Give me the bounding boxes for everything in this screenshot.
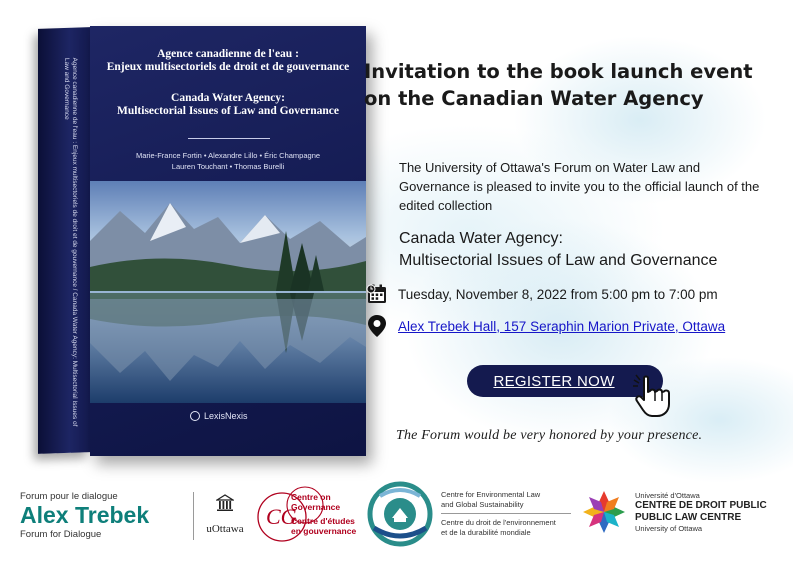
cdp-university-french: Université d'Ottawa bbox=[635, 491, 700, 500]
cover-divider bbox=[188, 138, 270, 139]
cel-divider bbox=[441, 513, 571, 514]
book-title: Canada Water Agency: Multisectorial Issues of Law and Governance bbox=[399, 230, 718, 269]
intro-text: The University of Ottawa's Forum on Water Law and Governance is pleased to invite you to the official launch of the edited collection bbox=[399, 160, 760, 213]
event-location-row bbox=[366, 315, 725, 337]
trebek-forum-english: Forum for Dialogue bbox=[20, 529, 102, 540]
event-date-row bbox=[366, 283, 718, 305]
event-date: Tuesday, November 8, 2022 from 5:00 pm to 7:00 pm bbox=[398, 286, 718, 302]
closing-message: The Forum would be very honored by your presence. bbox=[396, 428, 703, 443]
trebek-forum-french: Forum pour le dialogue bbox=[20, 491, 118, 502]
book-image bbox=[38, 20, 350, 460]
environmental-law-centre-logo bbox=[441, 490, 581, 537]
spine-text: Agence canadienne de l'eau : Enjeux multisectoriels de droit et de gouvernance / Canada Water Agency: Multisectorial Issues of Law and Governance bbox=[63, 57, 78, 427]
cel-label-french: Centre du droit de l'environnement et de la durabilité mondiale bbox=[441, 518, 556, 537]
centre-on-governance-logo bbox=[256, 484, 360, 546]
gov-label-french: Centre d'études en gouvernance bbox=[291, 516, 357, 536]
publisher-name: LexisNexis bbox=[204, 411, 248, 421]
globe-emblem-icon bbox=[366, 478, 434, 550]
cover-landscape-photo bbox=[90, 181, 366, 403]
svg-text:CG: CG bbox=[266, 504, 297, 529]
register-button-label: REGISTER NOW bbox=[493, 372, 615, 390]
publisher-logo bbox=[190, 411, 248, 421]
cover-title-english: Canada Water Agency: Multisectorial Issues of Law and Governance bbox=[116, 92, 339, 117]
star-emblem-icon bbox=[581, 489, 627, 535]
uottawa-label: uOttawa bbox=[206, 523, 244, 535]
event-location-link[interactable]: Alex Trebek Hall, 157 Seraphin Marion Private, Ottawa bbox=[398, 318, 726, 334]
book-spine bbox=[38, 27, 90, 454]
gov-label-english: Centre on Governance bbox=[291, 492, 341, 512]
alex-trebek-forum-logo bbox=[20, 491, 149, 540]
calendar-icon bbox=[366, 283, 388, 305]
cover-title-french: Agence canadienne de l'eau : Enjeux multisectoriels de droit et de gouvernance bbox=[106, 48, 350, 73]
library-building-icon bbox=[216, 494, 234, 512]
page-title: Invitation to the book launch event on the Canadian Water Agency bbox=[364, 60, 753, 110]
publisher-emblem-icon bbox=[190, 411, 200, 421]
trebek-name: Alex Trebek bbox=[20, 502, 150, 528]
cdp-university-english: University of Ottawa bbox=[635, 524, 703, 533]
cover-authors: Marie-France Fortin • Alexandre Lillo • Éric Champagne Lauren Touchant • Thomas Burelli bbox=[135, 151, 321, 171]
cdp-name-english: PUBLIC LAW CENTRE bbox=[635, 512, 742, 523]
pointing-hand-icon bbox=[632, 374, 680, 418]
uottawa-logo bbox=[200, 494, 250, 535]
book-cover bbox=[90, 26, 366, 456]
location-pin-icon bbox=[366, 315, 388, 337]
cel-label-english: Centre for Environmental Law and Global Sustainability bbox=[441, 490, 541, 509]
cdp-name-french: CENTRE DE DROIT PUBLIC bbox=[635, 500, 767, 511]
footer-divider bbox=[193, 492, 194, 540]
public-law-centre-logo bbox=[635, 491, 785, 533]
